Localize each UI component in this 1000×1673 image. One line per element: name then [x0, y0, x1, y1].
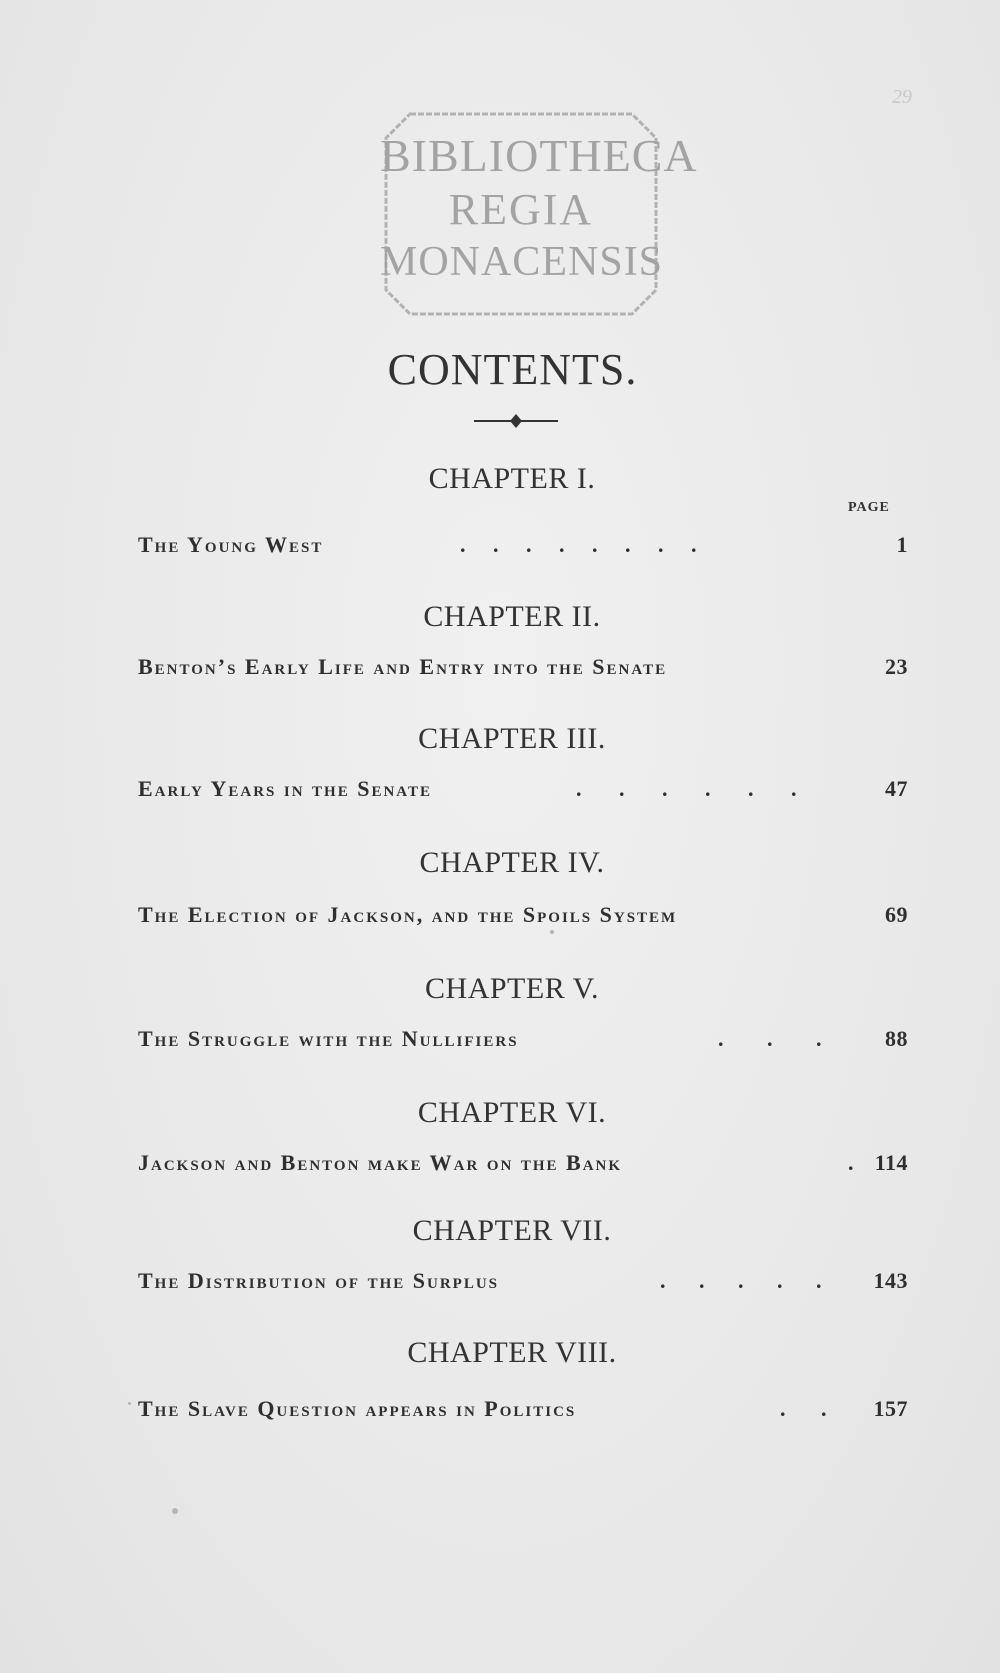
stamp-line-2: REGIA	[448, 185, 594, 234]
chapter-heading: CHAPTER VII.	[412, 1214, 612, 1247]
chapter-heading: CHAPTER I.	[428, 462, 596, 495]
toc-entry-title: Benton’s Early Life and Entry into the Senate	[138, 654, 668, 679]
toc-entry-page: 69	[885, 902, 908, 927]
toc-entry-title: The Distribution of the Surplus	[138, 1268, 500, 1293]
toc-entry-title: The Struggle with the Nullifiers	[138, 1026, 519, 1051]
chapter-heading: CHAPTER VIII.	[407, 1336, 617, 1369]
toc-entry[interactable]	[138, 902, 908, 938]
toc-entry-page: 1	[896, 532, 908, 557]
toc-leader-dots: .	[848, 1150, 854, 1175]
toc-entry[interactable]	[138, 532, 908, 568]
chapter-heading: CHAPTER V.	[425, 972, 599, 1005]
toc-leader-dots: . . . . . . . .	[460, 532, 697, 557]
toc-entry[interactable]	[138, 1268, 908, 1304]
paper-speck	[550, 930, 554, 934]
toc-entry-title: The Young West	[138, 532, 324, 557]
toc-entry-page: 143	[873, 1268, 908, 1293]
toc-entry-title: Jackson and Benton make War on the Bank	[138, 1150, 623, 1175]
toc-entry-page: 88	[885, 1026, 908, 1051]
contents-title: CONTENTS.	[387, 345, 638, 394]
toc-leader-dots: . . . . . .	[576, 776, 797, 801]
page-column-label: PAGE	[848, 500, 890, 515]
stamp-line-3: MONACENSIS	[380, 239, 664, 285]
chapter-heading: CHAPTER VI.	[417, 1096, 607, 1129]
toc-entry-page: 47	[885, 776, 908, 801]
chapter-heading: CHAPTER III.	[418, 722, 606, 755]
toc-entry[interactable]	[138, 654, 908, 690]
toc-leader-dots: . .	[780, 1396, 827, 1421]
stamp-line-1: BIBLIOTHECA	[380, 130, 698, 181]
toc-entry[interactable]	[138, 1150, 908, 1186]
toc-entry-page: 157	[873, 1396, 908, 1421]
toc-entry[interactable]	[138, 776, 908, 812]
corner-mark: 29	[892, 86, 912, 108]
toc-entry-title: The Election of Jackson, and the Spoils System	[138, 902, 678, 927]
chapter-heading: CHAPTER II.	[423, 600, 601, 633]
paper-speck	[128, 1402, 131, 1405]
toc-entry-title: The Slave Question appears in Politics	[138, 1396, 577, 1421]
library-stamp	[380, 108, 698, 320]
divider-ornament	[472, 410, 560, 432]
toc-entry[interactable]	[138, 1396, 908, 1432]
chapter-heading: CHAPTER IV.	[419, 846, 605, 879]
toc-entry-title: Early Years in the Senate	[138, 776, 433, 801]
toc-leader-dots: . . .	[718, 1026, 822, 1051]
toc-entry-page: 114	[874, 1150, 908, 1175]
toc-entry-page: 23	[885, 654, 908, 679]
toc-leader-dots: . . . . .	[660, 1268, 822, 1293]
toc-entry[interactable]	[138, 1026, 908, 1062]
paper-speck	[172, 1508, 178, 1514]
